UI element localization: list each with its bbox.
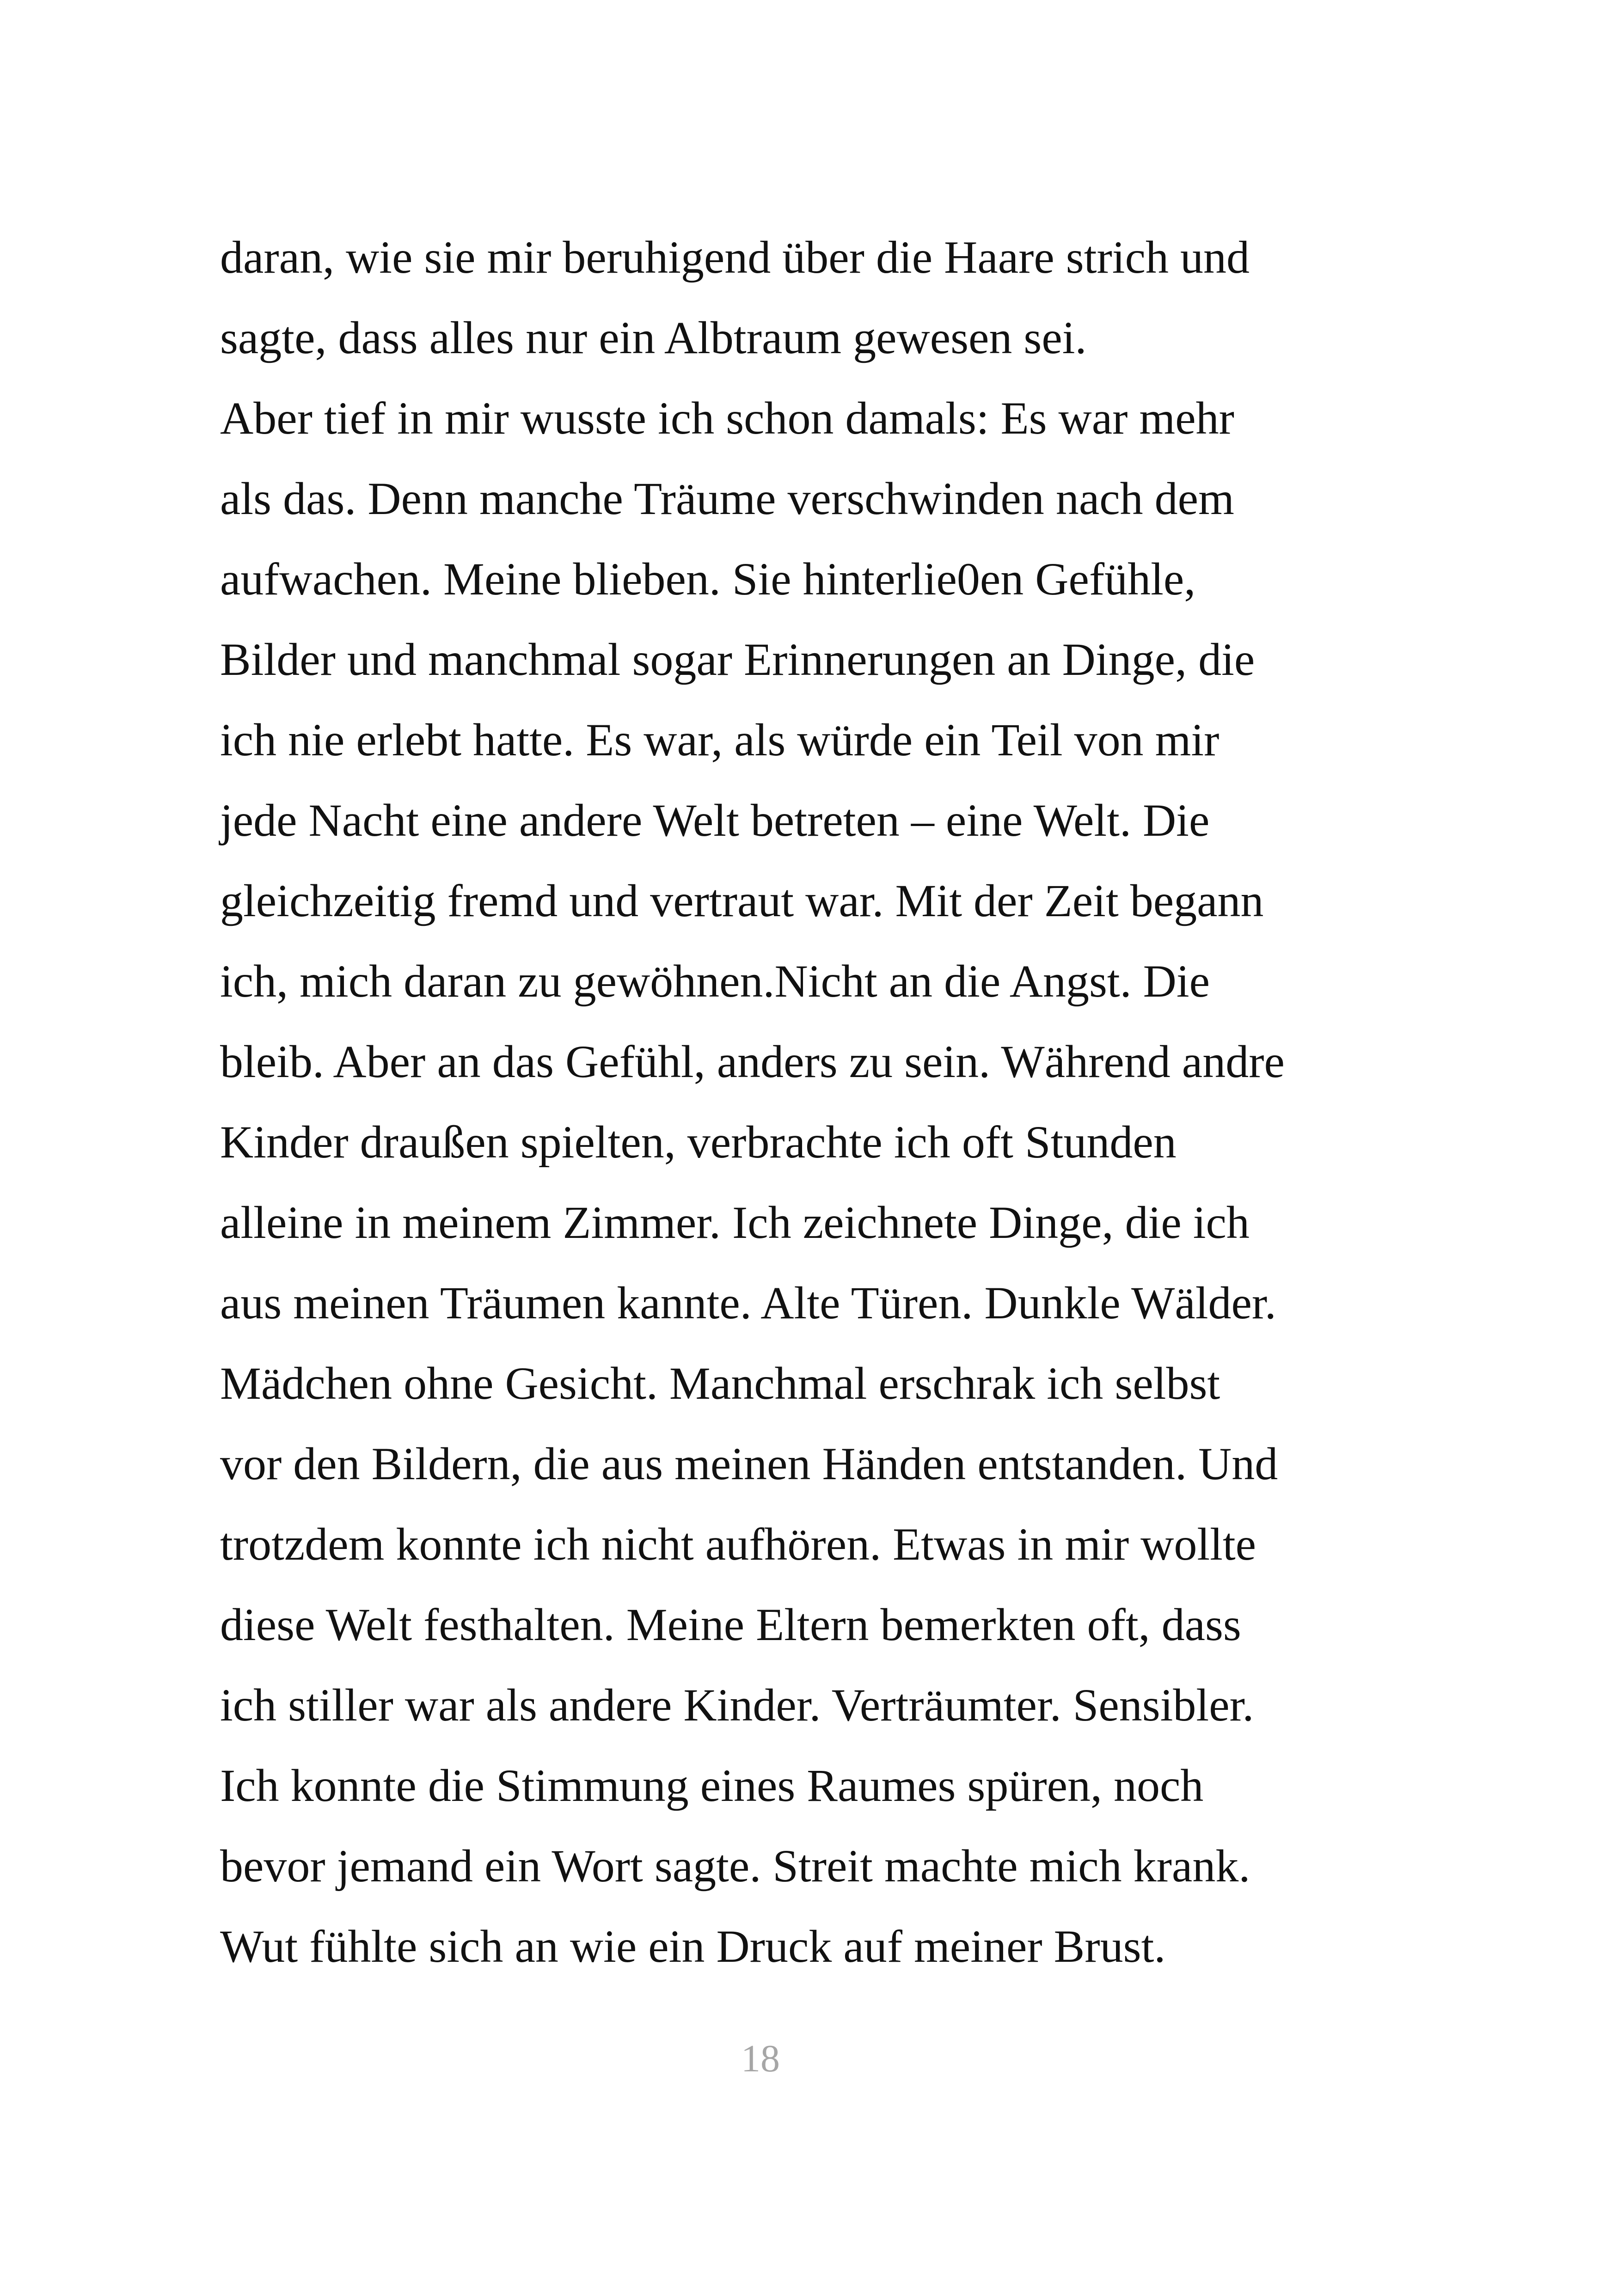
page-number: 18 [741, 2037, 780, 2080]
text-line: ich stiller war als andere Kinder. Verträumter. Sensibler. [220, 1679, 1254, 1731]
text-line: Mädchen ohne Gesicht. Manchmal erschrak ich selbst [220, 1358, 1220, 1409]
text-line: Ich konnte die Stimmung eines Raumes spüren, noch [220, 1760, 1204, 1811]
text-line: diese Welt festhalten. Meine Eltern bemerkten oft, dass [220, 1599, 1241, 1650]
text-line: vor den Bildern, die aus meinen Händen entstanden. Und [220, 1438, 1278, 1489]
text-line: trotzdem konnte ich nicht aufhören. Etwas in mir wollte [220, 1518, 1256, 1570]
text-line: bevor jemand ein Wort sagte. Streit machte mich krank. [220, 1840, 1250, 1892]
text-line: aufwachen. Meine blieben. Sie hinterlie0en Gefühle, [220, 553, 1196, 605]
text-line: Wut fühlte sich an wie ein Druck auf meiner Brust. [220, 1921, 1166, 1972]
text-line: Bilder und manchmal sogar Erinnerungen an Dinge, die [220, 634, 1255, 685]
text-line: alleine in meinem Zimmer. Ich zeichnete Dinge, die ich [220, 1197, 1250, 1248]
text-line: ich, mich daran zu gewöhnen.Nicht an die Angst. Die [220, 955, 1210, 1007]
text-line: aus meinen Träumen kannte. Alte Türen. Dunkle Wälder. [220, 1277, 1276, 1329]
text-line: jede Nacht eine andere Welt betreten – eine Welt. Die [220, 795, 1210, 846]
text-line: daran, wie sie mir beruhigend über die Haare strich und [220, 232, 1250, 283]
text-line: als das. Denn manche Träume verschwinden nach dem [220, 473, 1234, 524]
text-line: Aber tief in mir wusste ich schon damals: Es war mehr [220, 392, 1234, 444]
text-line: bleib. Aber an das Gefühl, anders zu sein. Während andre [220, 1036, 1285, 1087]
text-line: Kinder draußen spielten, verbrachte ich oft Stunden [220, 1116, 1177, 1168]
text-line: gleichzeitig fremd und vertraut war. Mit der Zeit begann [220, 875, 1264, 926]
text-line: sagte, dass alles nur ein Albtraum gewesen sei. [220, 312, 1087, 363]
body-text [220, 217, 1330, 1987]
text-line: ich nie erlebt hatte. Es war, als würde ein Teil von mir [220, 714, 1220, 765]
